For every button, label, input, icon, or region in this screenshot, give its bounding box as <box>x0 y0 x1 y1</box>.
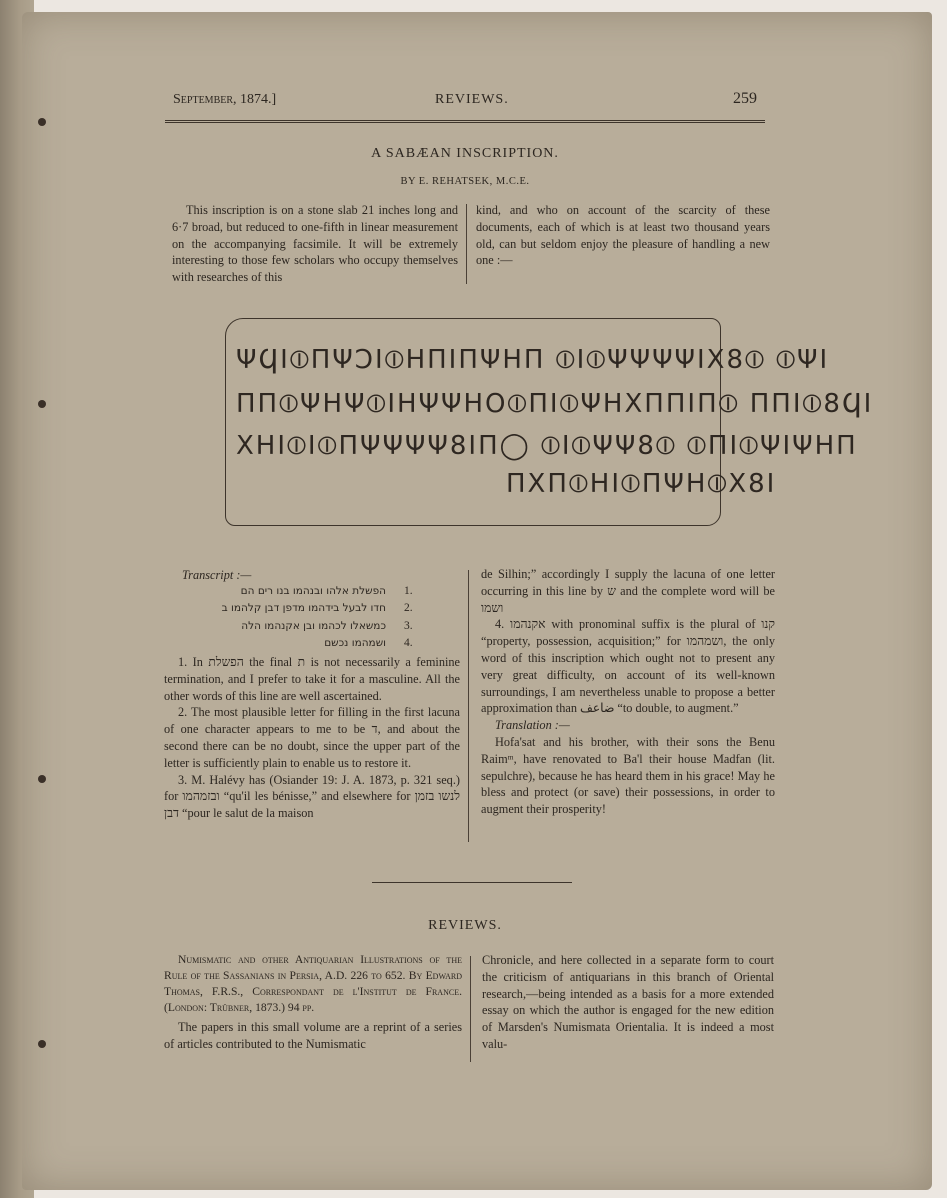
review-body-continued: Chronicle, and here collected in a separate form to court the criticism of antiquarians in this branch of Oriental research,—being intended as a basis for a more extended essay on which the author is engaged for the new edition of Marsden's Numismata Orientalia. It is indeed a most valu- <box>482 953 774 1051</box>
reviews-heading: REVIEWS. <box>428 918 502 933</box>
column-rule <box>466 204 467 284</box>
transcript-line: הפשלת אלהו ובנהמו בנו רים הם <box>240 585 386 597</box>
intro-left-column <box>172 202 458 286</box>
inscription-facsimile <box>225 318 874 526</box>
review-body: The papers in this small volume are a reprint of a series of articles contributed to the Numismatic <box>164 1020 462 1051</box>
note-2: 2. The most plausible letter for filling in the first lacuna of one character appears to me to be ד, and about the second there can be no doubt, since the upper part of the letter is sufficiently plain to enable us to restore it. <box>164 705 460 770</box>
binding-hole <box>38 400 46 408</box>
header-date: September, 1874.] <box>173 92 277 107</box>
inscription-line: ΠΧΠ⦶ΗΙ⦶ΠΨΗ⦶Χ8Ι <box>506 469 777 499</box>
section-rule <box>372 882 572 883</box>
page-number: 259 <box>733 90 757 107</box>
note-3-continued: de Silhin;” accordingly I supply the lacuna of one letter occurring in this line by ש and the complete word will be ושמו <box>481 567 775 615</box>
transcript-label: Transcript :— <box>182 568 252 582</box>
note-3: 3. M. Halévy has (Osiander 19: J. A. 1873, p. 321 seq.) for ובזמהמו “qu'il les bénisse,” and elsewhere for לנשו בזמן דבן “pour le salut de la maison <box>164 772 460 821</box>
transcript-number: 4. <box>404 637 413 649</box>
binding-hole <box>38 775 46 783</box>
transcript-number: 2. <box>404 602 413 614</box>
intro-right-column <box>476 202 770 269</box>
transcript-number: 1. <box>404 585 413 597</box>
inscription-line: ΠΠ⦶ΨΗΨ⦶ΙΗΨΨΗΟ⦶ΠΙ⦶ΨΗΧΠΠΙΠ⦶ ΠΠΙ⦶8ϤΙ <box>236 389 874 419</box>
notes-right-column <box>481 566 775 818</box>
journal-page <box>22 12 932 1190</box>
note-1: 1. In הפשלת the final ת is not necessarily a feminine termination, and I prefer to take it for a masculine. All the other words of this line are well ascertained. <box>164 655 460 703</box>
binding-hole <box>38 1040 46 1048</box>
transcript-number: 3. <box>404 620 413 632</box>
inscription-line: ΧΗΙ⦶Ι⦶ΠΨΨΨΨ8ΙΠ◯ ⦶Ι⦶ΨΨ8⦶ ⦶ΠΙ⦶ΨΙΨΗΠ <box>236 431 858 461</box>
note-4: 4. אקנהמו with pronominal suffix is the plural of קנו “property, possession, acquisition;” for ושמהמו, the only word of this inscription which ought not to present any very great difficulty, on account of its well-known surroundings, I am nevertheless unable to propose a better approximation than ضاعف “to double, to augment.” <box>481 617 775 716</box>
reviews-left-column <box>164 952 462 1053</box>
review-citation: Numismatic and other Antiquarian Illustrations of the Rule of the Sassanians in Persia, A.D. 226 to 652. By Edward Thomas, F.R.S., Correspondant de l'Institut de France. (London: Trübner, 1873.) 94 pp. <box>164 953 462 1014</box>
transcript-line: כמשאלו לכהמו ובן אקנהמו הלה <box>241 620 386 632</box>
article-title: A SABÆAN INSCRIPTION. <box>371 146 559 161</box>
column-rule <box>468 570 469 842</box>
translation-label: Translation :— <box>495 718 570 733</box>
column-rule <box>470 956 471 1062</box>
article-byline: BY E. REHATSEK, M.C.E. <box>400 176 530 187</box>
running-header <box>165 90 765 123</box>
translation-text: Hofa'sat and his brother, with their sons the Benu Raimᵐ, have renovated to Ba'l their house Madfan (lit. sepulchre), because he has heard them in his grace! May he bless and protect (or save) their possessions, in order to augment their prosperity! <box>481 734 775 817</box>
notes-left-column <box>164 654 460 822</box>
transcript-line: חדו לבעל בידהמו מדפן דבן קלהמו ב <box>221 602 386 614</box>
header-section: REVIEWS. <box>435 92 509 107</box>
binding-hole <box>38 118 46 126</box>
intro-right-text: kind, and who on account of the scarcity of these documents, each of which is at least two thousand years old, can but seldom enjoy the pleasure of handling a new one :— <box>476 203 770 268</box>
reviews-right-column <box>482 952 774 1053</box>
transcript-line: ושמהמו נכשם <box>324 637 386 649</box>
inscription-line: ΨϤΙ⦶ΠΨϽΙ⦶ΗΠΙΠΨΗΠ ⦶Ι⦶ΨΨΨΨΙΧ8⦶ ⦶ΨΙ <box>236 345 830 375</box>
intro-left-text: This inscription is on a stone slab 21 inches long and 6·7 broad, but reduced to one-fifth in linear measurement on the accompanying facsimile. It will be extremely interesting to those few scholars who occupy themselves with researches of this <box>172 203 458 285</box>
